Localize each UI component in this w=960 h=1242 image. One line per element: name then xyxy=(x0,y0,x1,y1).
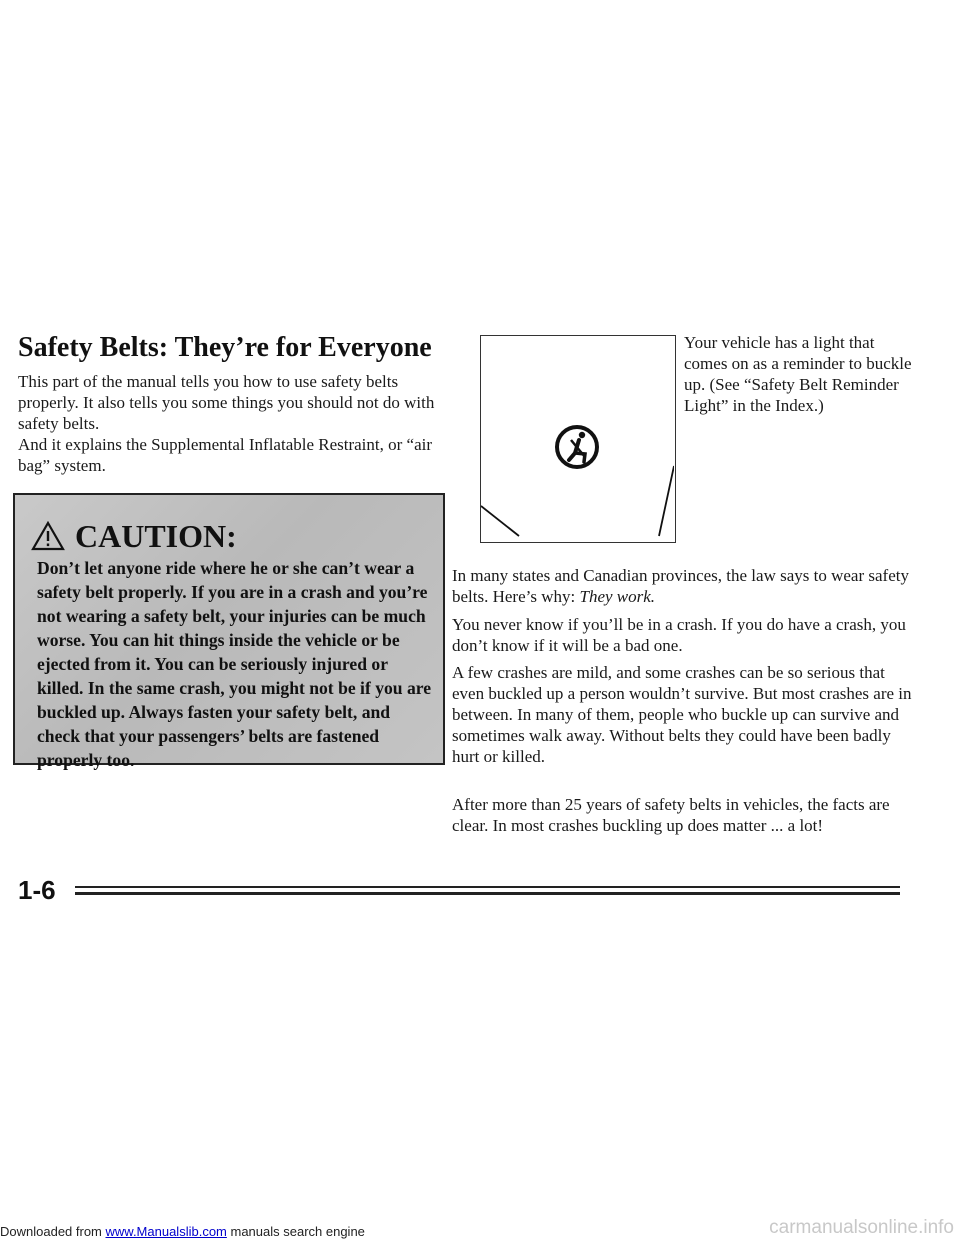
section-heading: Safety Belts: They’re for Everyone xyxy=(18,332,432,363)
page-number: 1-6 xyxy=(18,875,56,905)
footer-prefix: Downloaded from xyxy=(0,1224,106,1239)
blank-top-margin xyxy=(0,0,960,300)
law-text: In many states and Canadian provinces, the law says to wear safety belts. Here’s why: xyxy=(452,566,909,606)
intro-paragraph-1: This part of the manual tells you how to use safety belts properly. It also tells you some things you should not do with safety belts. xyxy=(18,372,435,433)
body-paragraph-crash: You never know if you’ll be in a crash. If you do have a crash, you don’t know if it will be a bad one. xyxy=(452,615,906,655)
download-footer xyxy=(0,1225,365,1239)
body-paragraph-conclusion: After more than 25 years of safety belts in vehicles, the facts are clear. In most crashes buckling up does matter ... a lot! xyxy=(452,795,890,835)
footer-rule-thin xyxy=(75,886,900,888)
intro-paragraph-2: And it explains the Supplemental Inflatable Restraint, or “air bag” system. xyxy=(18,435,433,475)
caution-header xyxy=(31,518,237,554)
reminder-light-text: Your vehicle has a light that comes on as a reminder to buckle up. (See “Safety Belt Reminder Light” in the Index.) xyxy=(684,333,912,415)
reminder-light-illustration xyxy=(480,335,676,543)
safety-belt-reminder-icon xyxy=(481,336,674,541)
warning-triangle-icon xyxy=(31,521,65,551)
caution-text: Don’t let anyone ride where he or she can’t wear a safety belt properly. If you are in a crash and you’re not wearing a safety belt, your injuries can be much worse. You can hit things inside the vehicle or be ejected from it. You can be seriously injured or killed. In the same crash, you might not be if you are buckled up. Always fasten your safety belt, and check that your passengers’ belts are fastened properly too. xyxy=(37,558,432,770)
caution-title: CAUTION: xyxy=(75,518,237,554)
footer-rule-thick xyxy=(75,892,900,895)
watermark: carmanualsonline.info xyxy=(769,1217,954,1238)
they-work-emphasis: They work. xyxy=(579,587,656,606)
footer-suffix: manuals search engine xyxy=(226,1224,365,1239)
body-paragraph-law xyxy=(452,565,912,607)
body-paragraph-severity: A few crashes are mild, and some crashes can be so serious that even buckled up a person wouldn’t survive. But most crashes are in between. In many of them, people who buckle up can survive and sometimes walk away. Without belts they could have been badly hurt or killed. xyxy=(452,663,912,766)
manualslib-link[interactable]: www.Manualslib.com xyxy=(105,1224,227,1239)
